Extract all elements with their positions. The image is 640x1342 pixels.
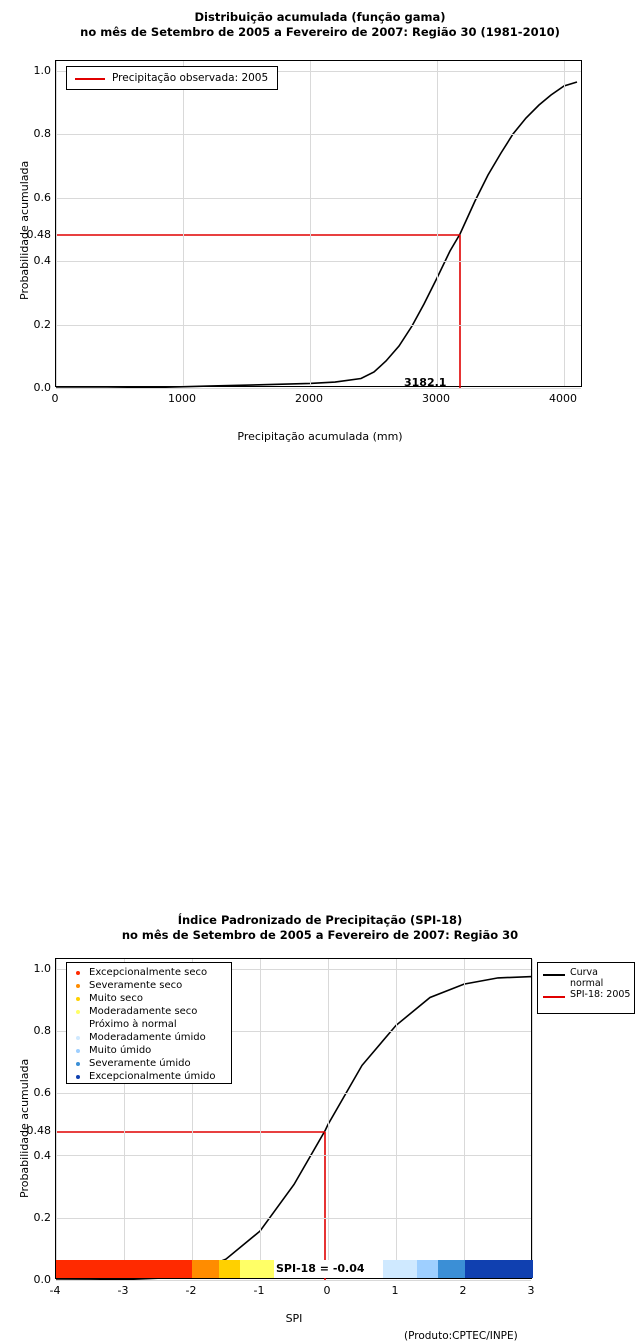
top-ytick: 1.0 bbox=[33, 64, 51, 77]
bottom-xtick: 0 bbox=[323, 1284, 331, 1297]
gridline-v bbox=[260, 959, 261, 1278]
color-dot-icon bbox=[76, 1036, 80, 1040]
gridline-v bbox=[328, 959, 329, 1278]
gridline-v bbox=[310, 61, 311, 386]
bottom-title-line1: Índice Padronizado de Precipitação (SPI-18) bbox=[177, 913, 463, 927]
top-ytick: 0.4 bbox=[33, 254, 51, 267]
legend-item-muito-umido bbox=[67, 1044, 231, 1057]
bottom-xtick: -2 bbox=[185, 1284, 197, 1297]
top-xtick: 3000 bbox=[422, 392, 450, 405]
legend-item-excepcionalmente-umido bbox=[67, 1070, 231, 1083]
gridline-v bbox=[56, 61, 57, 386]
bottom-ytick: 0.2 bbox=[33, 1211, 51, 1224]
top-chart-panel bbox=[0, 0, 640, 450]
top-xtick: 2000 bbox=[295, 392, 323, 405]
color-dot-icon bbox=[76, 984, 80, 988]
legend-item-curva-normal bbox=[538, 963, 634, 989]
legend-label: Moderadamente seco bbox=[89, 1006, 198, 1017]
gridline-v bbox=[183, 61, 184, 386]
legend-label: Excepcionalmente seco bbox=[89, 967, 208, 978]
spi-value-label: SPI-18 = -0.04 bbox=[276, 1262, 365, 1275]
gridline-h bbox=[56, 261, 581, 262]
spi-class-legend bbox=[66, 962, 232, 1084]
gridline-h bbox=[56, 134, 581, 135]
color-dot-icon bbox=[76, 1049, 80, 1053]
bottom-ytick: 0.6 bbox=[33, 1086, 51, 1099]
legend-line-swatch bbox=[543, 996, 565, 998]
bottom-xtick: 2 bbox=[459, 1284, 467, 1297]
legend-item-spi-2005 bbox=[538, 989, 634, 1005]
spi-band-moderadamente-seco bbox=[240, 1260, 274, 1278]
gridline-v bbox=[56, 959, 57, 1278]
legend-item-severamente-seco bbox=[67, 979, 231, 992]
bottom-ytick: 0.0 bbox=[33, 1273, 51, 1286]
legend-label: Muito úmido bbox=[89, 1045, 152, 1056]
spi-color-bar bbox=[56, 1260, 533, 1278]
gridline-v bbox=[532, 959, 533, 1278]
bottom-chart-panel bbox=[0, 450, 640, 1342]
bottom-xtick: 1 bbox=[391, 1284, 399, 1297]
color-dot-icon bbox=[76, 971, 80, 975]
gridline-h bbox=[56, 1218, 531, 1219]
gridline-h bbox=[56, 198, 581, 199]
spi-band-muito-umido bbox=[417, 1260, 438, 1278]
gridline-h bbox=[56, 325, 581, 326]
color-dot-icon bbox=[76, 1010, 80, 1014]
gridline-v bbox=[437, 61, 438, 386]
spi-band-excepcionalmente-umido bbox=[465, 1260, 533, 1278]
spi-band-muito-seco bbox=[219, 1260, 240, 1278]
legend-item-excepcionalmente-seco bbox=[67, 966, 231, 979]
legend-item-moderadamente-seco bbox=[67, 1005, 231, 1018]
bottom-title-line2: no mês de Setembro de 2005 a Fevereiro de 2007: Região 30 bbox=[121, 928, 519, 942]
legend-label: Excepcionalmente úmido bbox=[89, 1071, 216, 1082]
top-y-axis-label: Probabilidade acumulada bbox=[18, 160, 31, 300]
legend-label: Severamente úmido bbox=[89, 1058, 191, 1069]
top-legend bbox=[66, 66, 278, 90]
top-chart-title bbox=[0, 10, 640, 40]
legend-label: Severamente seco bbox=[89, 980, 183, 991]
bottom-xtick: -3 bbox=[117, 1284, 129, 1297]
curve-legend bbox=[537, 962, 635, 1014]
legend-label: Muito seco bbox=[89, 993, 143, 1004]
top-x-axis-label: Precipitação acumulada (mm) bbox=[237, 430, 403, 443]
top-curve-svg bbox=[56, 61, 583, 388]
gridline-h bbox=[56, 388, 581, 389]
color-dot-icon bbox=[76, 1023, 80, 1027]
top-value-annotation: 3182.1 bbox=[404, 376, 447, 389]
bottom-ytick: 0.8 bbox=[33, 1024, 51, 1037]
gridline-v bbox=[464, 959, 465, 1278]
top-plot-area bbox=[55, 60, 582, 387]
legend-label: Precipitação observada: 2005 bbox=[112, 72, 269, 84]
gridline-v bbox=[396, 959, 397, 1278]
legend-item-moderadamente-umido bbox=[67, 1031, 231, 1044]
top-title-line1: Distribuição acumulada (função gama) bbox=[194, 10, 446, 24]
top-xtick: 4000 bbox=[549, 392, 577, 405]
bottom-y-axis-label: Probabilidade acumulada bbox=[18, 1058, 31, 1198]
color-dot-icon bbox=[76, 1062, 80, 1066]
legend-label: Próximo à normal bbox=[89, 1019, 177, 1030]
color-dot-icon bbox=[76, 997, 80, 1001]
gridline-h bbox=[56, 1093, 531, 1094]
legend-item-muito-seco bbox=[67, 992, 231, 1005]
bottom-prob-annotation: 0.48 bbox=[26, 1124, 51, 1137]
top-ytick: 0.6 bbox=[33, 191, 51, 204]
spi-band-severamente-seco bbox=[192, 1260, 219, 1278]
bottom-ytick: 1.0 bbox=[33, 962, 51, 975]
legend-line-swatch bbox=[75, 78, 105, 80]
top-xtick: 0 bbox=[51, 392, 59, 405]
spi-band-excepcionalmente-seco bbox=[56, 1260, 192, 1278]
bottom-xtick: -4 bbox=[49, 1284, 61, 1297]
legend-label: Moderadamente úmido bbox=[89, 1032, 206, 1043]
top-prob-annotation: 0.48 bbox=[26, 228, 51, 241]
legend-item-proximo-a-normal bbox=[67, 1018, 231, 1031]
legend-line-swatch bbox=[543, 974, 565, 976]
top-ytick: 0.2 bbox=[33, 318, 51, 331]
top-xtick: 1000 bbox=[168, 392, 196, 405]
bottom-x-axis-label: SPI bbox=[285, 1312, 303, 1325]
gridline-h bbox=[56, 1280, 531, 1281]
bottom-chart-title bbox=[0, 913, 640, 943]
color-dot-icon bbox=[76, 1075, 80, 1079]
bottom-xtick: 3 bbox=[527, 1284, 535, 1297]
spi-band-severamente-umido bbox=[438, 1260, 465, 1278]
gridline-h bbox=[56, 1155, 531, 1156]
bottom-ytick: 0.4 bbox=[33, 1149, 51, 1162]
bottom-xtick: -1 bbox=[253, 1284, 265, 1297]
legend-label: Curva normal bbox=[570, 967, 604, 989]
gridline-v bbox=[564, 61, 565, 386]
legend-item-severamente-umido bbox=[67, 1057, 231, 1070]
spi-band-moderadamente-umido bbox=[383, 1260, 417, 1278]
top-ytick: 0.8 bbox=[33, 127, 51, 140]
top-title-line2: no mês de Setembro de 2005 a Fevereiro de 2007: Região 30 (1981-2010) bbox=[80, 25, 560, 39]
product-credit: (Produto:CPTEC/INPE) bbox=[404, 1330, 518, 1342]
legend-label: SPI-18: 2005 bbox=[570, 989, 631, 1000]
top-ytick: 0.0 bbox=[33, 381, 51, 394]
